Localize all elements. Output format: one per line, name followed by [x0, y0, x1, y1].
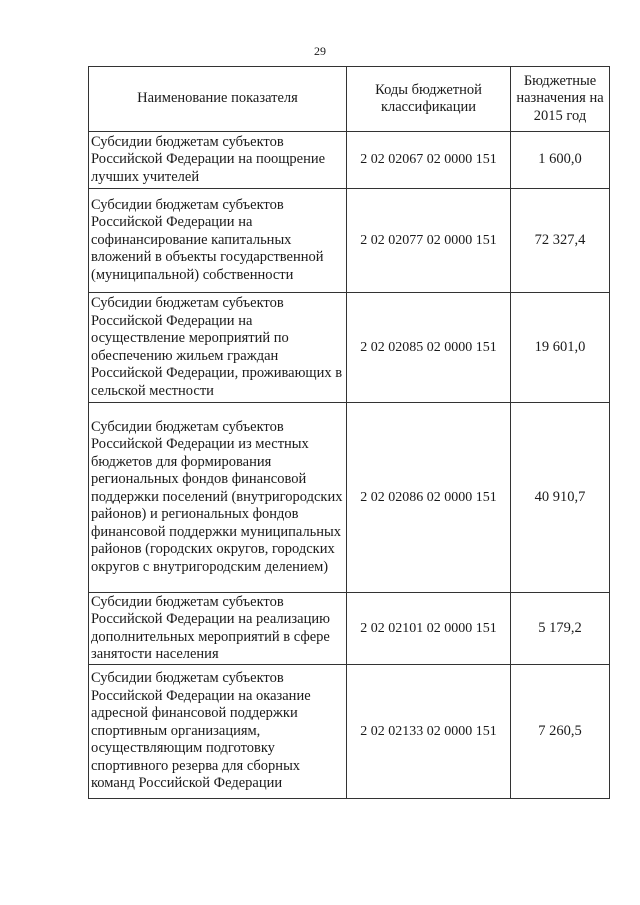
row-name: Субсидии бюджетам субъектов Российской Федерации на оказание адресной финансовой поддержки спортивным организациям, осуществляющим подготовку спортивного резерва для сборных команд Российской Федерации — [89, 665, 347, 799]
table-header-row — [89, 67, 610, 132]
row-amount: 40 910,7 — [511, 403, 610, 593]
table-row — [89, 593, 610, 665]
row-amount: 5 179,2 — [511, 593, 610, 665]
row-amount: 1 600,0 — [511, 132, 610, 189]
row-name: Субсидии бюджетам субъектов Российской Федерации из местных бюджетов для формирования региональных фондов финансовой поддержки поселений (внутригородских районов) и региональных фондов финансовой поддержки муниципальных районов (городских округов, городских округов с внутригородским делением) — [89, 403, 347, 593]
row-amount: 72 327,4 — [511, 189, 610, 293]
row-name: Субсидии бюджетам субъектов Российской Федерации на поощрение лучших учителей — [89, 132, 347, 189]
table-row — [89, 132, 610, 189]
table-row — [89, 403, 610, 593]
row-code: 2 02 02085 02 0000 151 — [347, 293, 511, 403]
table-row — [89, 293, 610, 403]
row-code: 2 02 02133 02 0000 151 — [347, 665, 511, 799]
row-name: Субсидии бюджетам субъектов Российской Федерации на реализацию дополнительных мероприятий в сфере занятости населения — [89, 593, 347, 665]
table-row — [89, 189, 610, 293]
table-row — [89, 665, 610, 799]
row-amount: 19 601,0 — [511, 293, 610, 403]
row-amount: 7 260,5 — [511, 665, 610, 799]
row-name: Субсидии бюджетам субъектов Российской Федерации на софинансирование капитальных вложений в объекты государственной (муниципальной) собственности — [89, 189, 347, 293]
header-amount: Бюджетные назначения на 2015 год — [511, 67, 610, 132]
row-name: Субсидии бюджетам субъектов Российской Федерации на осуществление мероприятий по обеспечению жильем граждан Российской Федерации, проживающих в сельской местности — [89, 293, 347, 403]
row-code: 2 02 02086 02 0000 151 — [347, 403, 511, 593]
header-code: Коды бюджетной классификации — [347, 67, 511, 132]
budget-table — [88, 66, 610, 799]
row-code: 2 02 02077 02 0000 151 — [347, 189, 511, 293]
row-code: 2 02 02101 02 0000 151 — [347, 593, 511, 665]
header-name: Наименование показателя — [89, 67, 347, 132]
page-number: 29 — [314, 44, 326, 58]
row-code: 2 02 02067 02 0000 151 — [347, 132, 511, 189]
